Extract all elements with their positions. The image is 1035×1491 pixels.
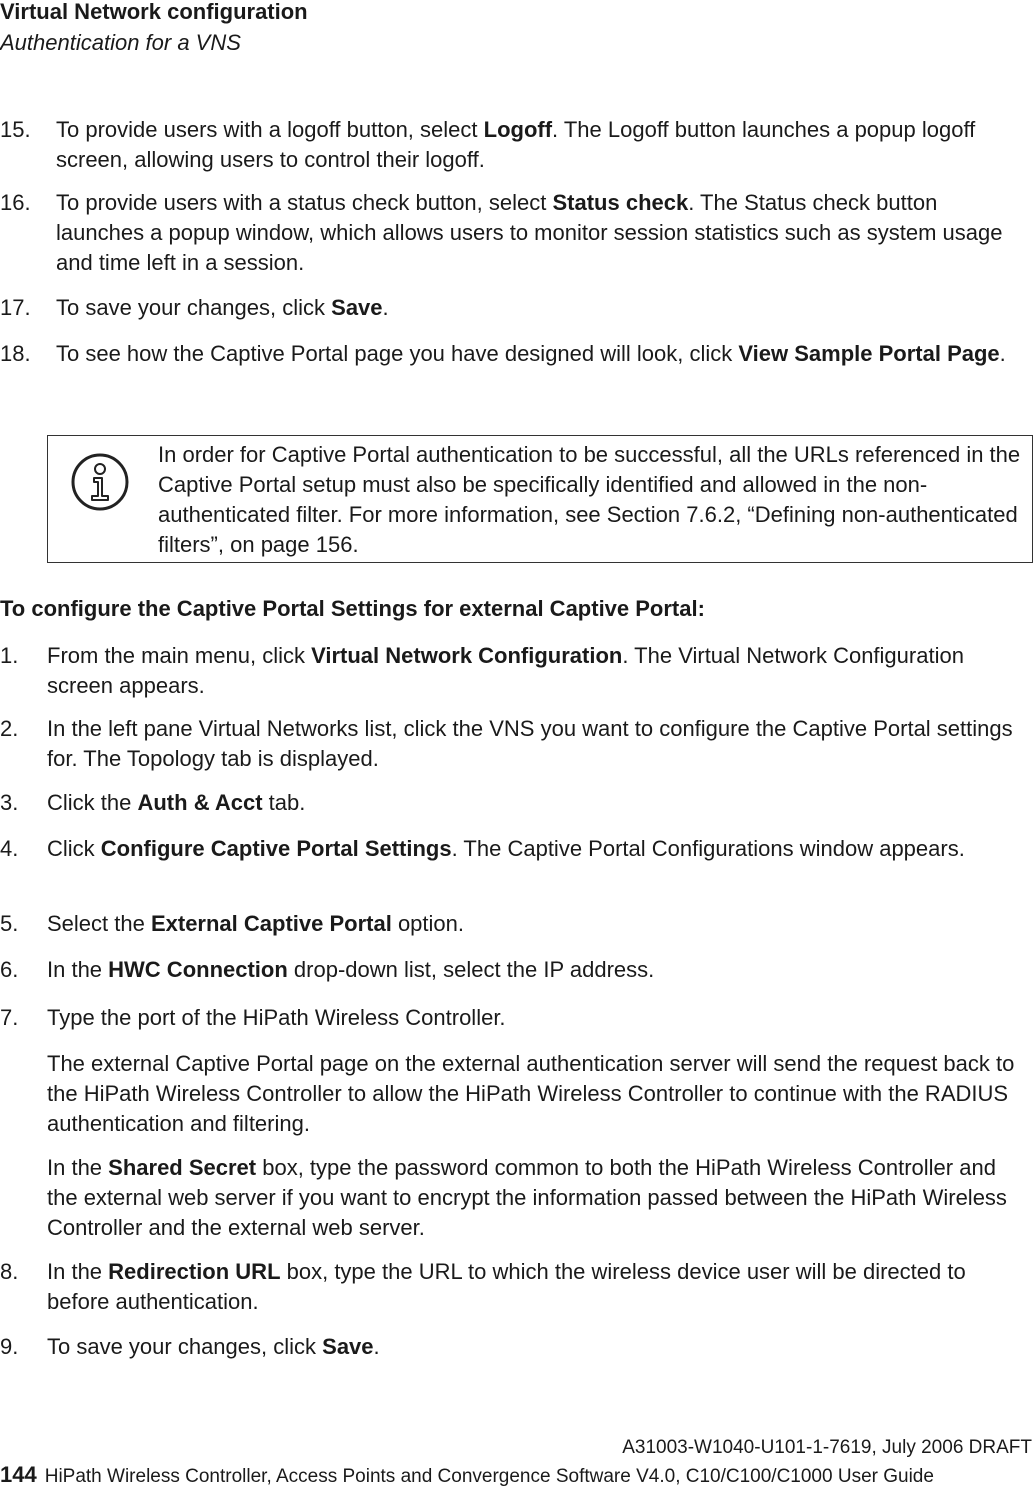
list-item <box>0 955 1030 985</box>
step-number: 5. <box>0 911 19 936</box>
list-item <box>0 293 1030 323</box>
note-box <box>47 435 1033 563</box>
list-item <box>0 1332 1030 1362</box>
step-number: 4. <box>0 836 19 861</box>
step-text: To save your changes, click Save. <box>47 1334 380 1359</box>
step-text: To save your changes, click Save. <box>56 295 389 320</box>
step-text: To see how the Captive Portal page you have designed will look, click View Sample Portal Page. <box>56 341 1006 366</box>
page-header-subtitle: Authentication for a VNS <box>0 30 241 55</box>
list-item <box>0 909 1030 939</box>
step-text: From the main menu, click Virtual Network Configuration. The Virtual Network Configuration screen appears. <box>47 643 964 698</box>
step-text: To provide users with a status check button, select Status check. The Status check button launches a popup window, which allows users to monitor session statistics such as system usage and time left in a session. <box>56 190 1003 275</box>
paragraph: The external Captive Portal page on the external authentication server will send the request back to the HiPath Wireless Controller to allow the HiPath Wireless Controller to continue with the RADIUS authentication and filtering. <box>47 1051 1015 1136</box>
step-text: Type the port of the HiPath Wireless Controller. <box>47 1005 506 1030</box>
list-item <box>0 714 1030 774</box>
step-number: 7. <box>0 1005 19 1030</box>
step-number: 1. <box>0 643 19 668</box>
list-item <box>0 188 1030 278</box>
info-note-icon <box>70 452 130 512</box>
list-item <box>0 1003 1030 1033</box>
step-text: In the left pane Virtual Networks list, click the VNS you want to configure the Captive Portal settings for. The Topology tab is displayed. <box>47 716 1013 771</box>
step-number: 17. <box>0 295 31 320</box>
footer-guide-title: HiPath Wireless Controller, Access Points and Convergence Software V4.0, C10/C100/C1000 User Guide <box>44 1466 934 1487</box>
paragraph: In the Shared Secret box, type the password common to both the HiPath Wireless Controller and the external web server if you want to encrypt the information passed between the HiPath Wireless Controller and the external web server. <box>47 1155 1007 1240</box>
list-item <box>0 339 1030 399</box>
footer-doc-id: A31003-W1040-U101-1-7619, July 2006 DRAFT <box>622 1437 1032 1458</box>
step-number: 3. <box>0 790 19 815</box>
step-text: To provide users with a logoff button, select Logoff. The Logoff button launches a popup logoff screen, allowing users to control their logoff. <box>56 117 976 172</box>
step-number: 15. <box>0 117 31 142</box>
page-header-title: Virtual Network configuration <box>0 0 308 24</box>
page-number: 144 <box>0 1462 37 1487</box>
list-item <box>0 1257 1030 1317</box>
step-text: In the Redirection URL box, type the URL to which the wireless device user will be directed to before authentication. <box>47 1259 966 1314</box>
footer <box>0 1463 934 1489</box>
step-text: Select the External Captive Portal option. <box>47 911 464 936</box>
step-text: Click the Auth & Acct tab. <box>47 790 306 815</box>
list-item <box>0 834 1030 894</box>
step-number: 18. <box>0 341 31 366</box>
step-number: 6. <box>0 957 19 982</box>
step-text: In the HWC Connection drop-down list, select the IP address. <box>47 957 655 982</box>
list-item <box>0 641 1030 701</box>
list-item <box>0 788 1030 818</box>
step-number: 2. <box>0 716 19 741</box>
section-title: To configure the Captive Portal Settings for external Captive Portal: <box>0 596 705 621</box>
step-number: 9. <box>0 1334 19 1359</box>
step-text: Click Configure Captive Portal Settings. The Captive Portal Configurations window appears. <box>47 836 965 861</box>
step-number: 8. <box>0 1259 19 1284</box>
list-item <box>0 115 1030 175</box>
step-number: 16. <box>0 190 31 215</box>
note-text: In order for Captive Portal authentication to be successful, all the URLs referenced in the Captive Portal setup must also be specifically identified and allowed in the non-authenticated filter. For more information, see Section 7.6.2, “Defining non-authenticated filters”, on page 156. <box>158 442 1021 557</box>
